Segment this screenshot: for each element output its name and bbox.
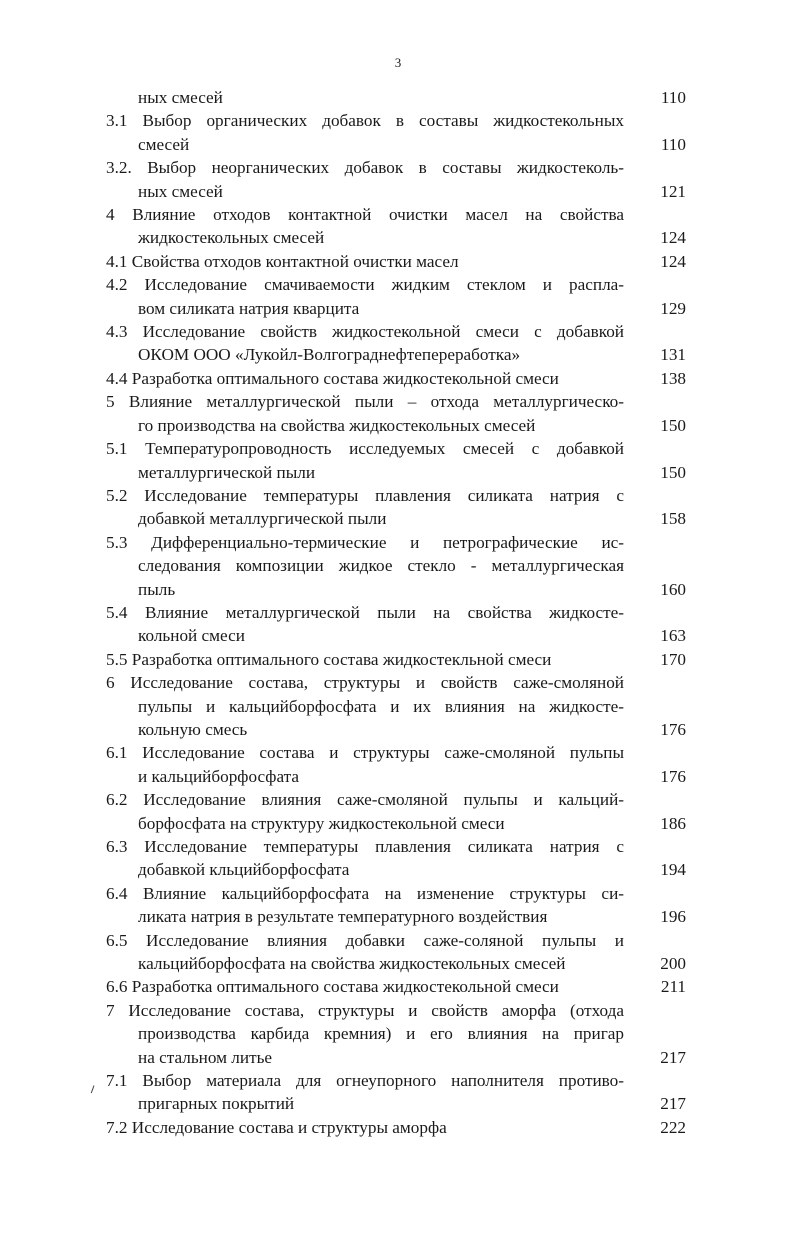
toc-entry-page-number: 222	[660, 1117, 686, 1137]
toc-entry-text-line: кольной смеси	[138, 626, 245, 646]
toc-entry-text-line: 6.4 Влияние кальцийборфосфата на изменение структуры си-	[106, 883, 624, 903]
toc-entry-page-number: 138	[660, 368, 686, 388]
toc-entry-text-line: 5.4 Влияние металлургической пыли на свойства жидкосте-	[106, 602, 624, 622]
toc-entry-text-line: 3.2. Выбор неорганических добавок в составы жидкостеколь-	[106, 158, 624, 178]
toc-entry-page-number: 110	[660, 88, 686, 107]
toc-entry-text-line: ных смесей	[138, 181, 223, 201]
toc-entry-text-line: смесей	[138, 134, 190, 154]
toc-entry-text-line: кольную смесь	[138, 719, 248, 739]
toc-entry-page-number: 150	[660, 462, 686, 482]
toc-entry-page-number: 124	[660, 251, 686, 271]
toc-entry	[106, 1116, 686, 1139]
toc-entry-text-line: 4.4 Разработка оптимального состава жидкостекольной смеси	[106, 368, 559, 388]
toc-entry-text-line: и кальцийборфосфата	[138, 766, 299, 786]
toc-entry-text-line: пульпы и кальцийборфосфата и их влияния на жидкосте-	[138, 696, 624, 716]
toc-entry-text-line: 5.3 Дифференциально-термические и петрографические ис-	[106, 532, 624, 552]
toc-entry	[106, 648, 686, 671]
toc-entry-text-line: 6.1 Исследование состава и структуры саже-смоляной пульпы	[106, 743, 624, 763]
toc-entry	[106, 156, 686, 203]
toc-entry-text-line: жидкостекольных смесей	[138, 228, 325, 248]
toc-entry-page-number: 110	[660, 134, 686, 154]
table-of-contents	[106, 86, 686, 1139]
toc-entry-page-number: 129	[660, 298, 686, 318]
toc-entry-page-number: 200	[660, 954, 686, 974]
toc-entry-page-number: 196	[660, 907, 686, 927]
toc-entry-page-number: 150	[660, 415, 686, 435]
toc-entry-text-line: 5.2 Исследование температуры плавления силиката натрия с	[106, 485, 624, 505]
toc-entry-text-line: 3.1 Выбор органических добавок в составы жидкостекольных	[106, 111, 624, 131]
toc-entry-page-number: 170	[660, 649, 686, 669]
toc-entry-text-line: металлургической пыли	[138, 462, 316, 482]
toc-entry-text-line: 5 Влияние металлургической пыли – отхода металлургическо-	[106, 392, 624, 412]
toc-entry-text-line: 7.1 Выбор материала для огнеупорного наполнителя противо-	[106, 1071, 624, 1091]
toc-entry	[106, 203, 686, 250]
toc-entry	[106, 484, 686, 531]
toc-entry-text-line: следования композиции жидкое стекло - металлургическая	[138, 556, 624, 576]
toc-entry-page-number: 163	[660, 626, 686, 646]
toc-entry	[106, 741, 686, 788]
toc-entry-page-number: 186	[660, 813, 686, 833]
toc-entry-text-line: 6.2 Исследование влияния саже-смоляной пульпы и кальций-	[106, 790, 624, 810]
toc-entry-text-line: производства карбида кремния) и его влияния на пригар	[138, 1024, 624, 1044]
toc-entry-page-number: 217	[660, 1094, 686, 1114]
toc-entry-text-line: пыль	[138, 579, 176, 599]
toc-entry	[106, 788, 686, 835]
toc-entry	[106, 975, 686, 998]
toc-entry-text-line: пригарных покрытий	[138, 1094, 295, 1114]
toc-entry-page-number: 176	[660, 719, 686, 739]
toc-entry-text-line: 4.3 Исследование свойств жидкостекольной смеси с добавкой	[106, 322, 624, 342]
toc-entry	[106, 1069, 686, 1116]
toc-entry-page-number: 194	[660, 860, 686, 880]
toc-entry-text-line: 5.5 Разработка оптимального состава жидкостекльной смеси	[106, 649, 552, 669]
toc-entry-page-number: 158	[660, 509, 686, 529]
toc-entry-text-line: на стальном литье	[138, 1047, 273, 1067]
toc-entry	[106, 86, 686, 109]
toc-entry-page-number: 124	[660, 228, 686, 248]
toc-entry-text-line: ных смесей	[138, 88, 223, 107]
toc-entry-text-line: ликата натрия в результате температурного воздействия	[138, 907, 548, 927]
toc-entry	[106, 109, 686, 156]
toc-entry-page-number: 217	[660, 1047, 686, 1067]
toc-entry-text-line: 6 Исследование состава, структуры и свойств саже-смоляной	[106, 673, 624, 693]
margin-pen-mark	[91, 1085, 98, 1094]
toc-entry-text-line: го производства на свойства жидкостекольных смесей	[138, 415, 536, 435]
toc-entry	[106, 882, 686, 929]
toc-entry-text-line: 4.1 Свойства отходов контактной очистки масел	[106, 251, 459, 271]
toc-entry-page-number: 131	[660, 345, 686, 365]
toc-entry-text-line: борфосфата на структуру жидкостекольной смеси	[138, 813, 505, 833]
toc-entry	[106, 273, 686, 320]
toc-entry-text-line: добавкой кльцийборфосфата	[138, 860, 350, 880]
toc-entry	[106, 367, 686, 390]
toc-entry-text-line: добавкой металлургической пыли	[138, 509, 387, 529]
toc-entry-text-line: 6.6 Разработка оптимального состава жидкостекольной смеси	[106, 977, 559, 997]
toc-entry	[106, 999, 686, 1069]
toc-entry	[106, 601, 686, 648]
toc-entry-page-number: 121	[660, 181, 686, 201]
toc-entry	[106, 390, 686, 437]
toc-entry-page-number: 176	[660, 766, 686, 786]
toc-entry	[106, 671, 686, 741]
toc-entry	[106, 250, 686, 273]
toc-entry-text-line: 4.2 Исследование смачиваемости жидким стеклом и распла-	[106, 275, 624, 295]
toc-entry-text-line: 7 Исследование состава, структуры и свойств аморфа (отхода	[106, 1000, 624, 1020]
toc-entry	[106, 437, 686, 484]
toc-entry-text-line: кальцийборфосфата на свойства жидкостекольных смесей	[138, 954, 566, 974]
toc-entry-text-line: вом силиката натрия кварцита	[138, 298, 360, 318]
toc-entry-text-line: 6.3 Исследование температуры плавления силиката натрия с	[106, 837, 624, 856]
toc-entry	[106, 835, 686, 882]
toc-entry-text-line: 4 Влияние отходов контактной очистки масел на свойства	[106, 205, 624, 225]
toc-entry	[106, 320, 686, 367]
toc-entry-text-line: ОКОМ ООО «Лукойл-Волгограднефтепереработка»	[138, 345, 521, 365]
toc-entry	[106, 929, 686, 976]
toc-entry-text-line: 5.1 Температуропроводность исследуемых смесей с добавкой	[106, 439, 624, 459]
toc-entry-page-number: 211	[660, 977, 686, 997]
toc-entry-page-number: 160	[660, 579, 686, 599]
toc-entry-text-line: 6.5 Исследование влияния добавки саже-соляной пульпы и	[106, 930, 624, 950]
toc-entry-text-line: 7.2 Исследование состава и структуры аморфа	[106, 1117, 447, 1137]
page-number: 3	[394, 55, 402, 70]
toc-entry	[106, 531, 686, 601]
